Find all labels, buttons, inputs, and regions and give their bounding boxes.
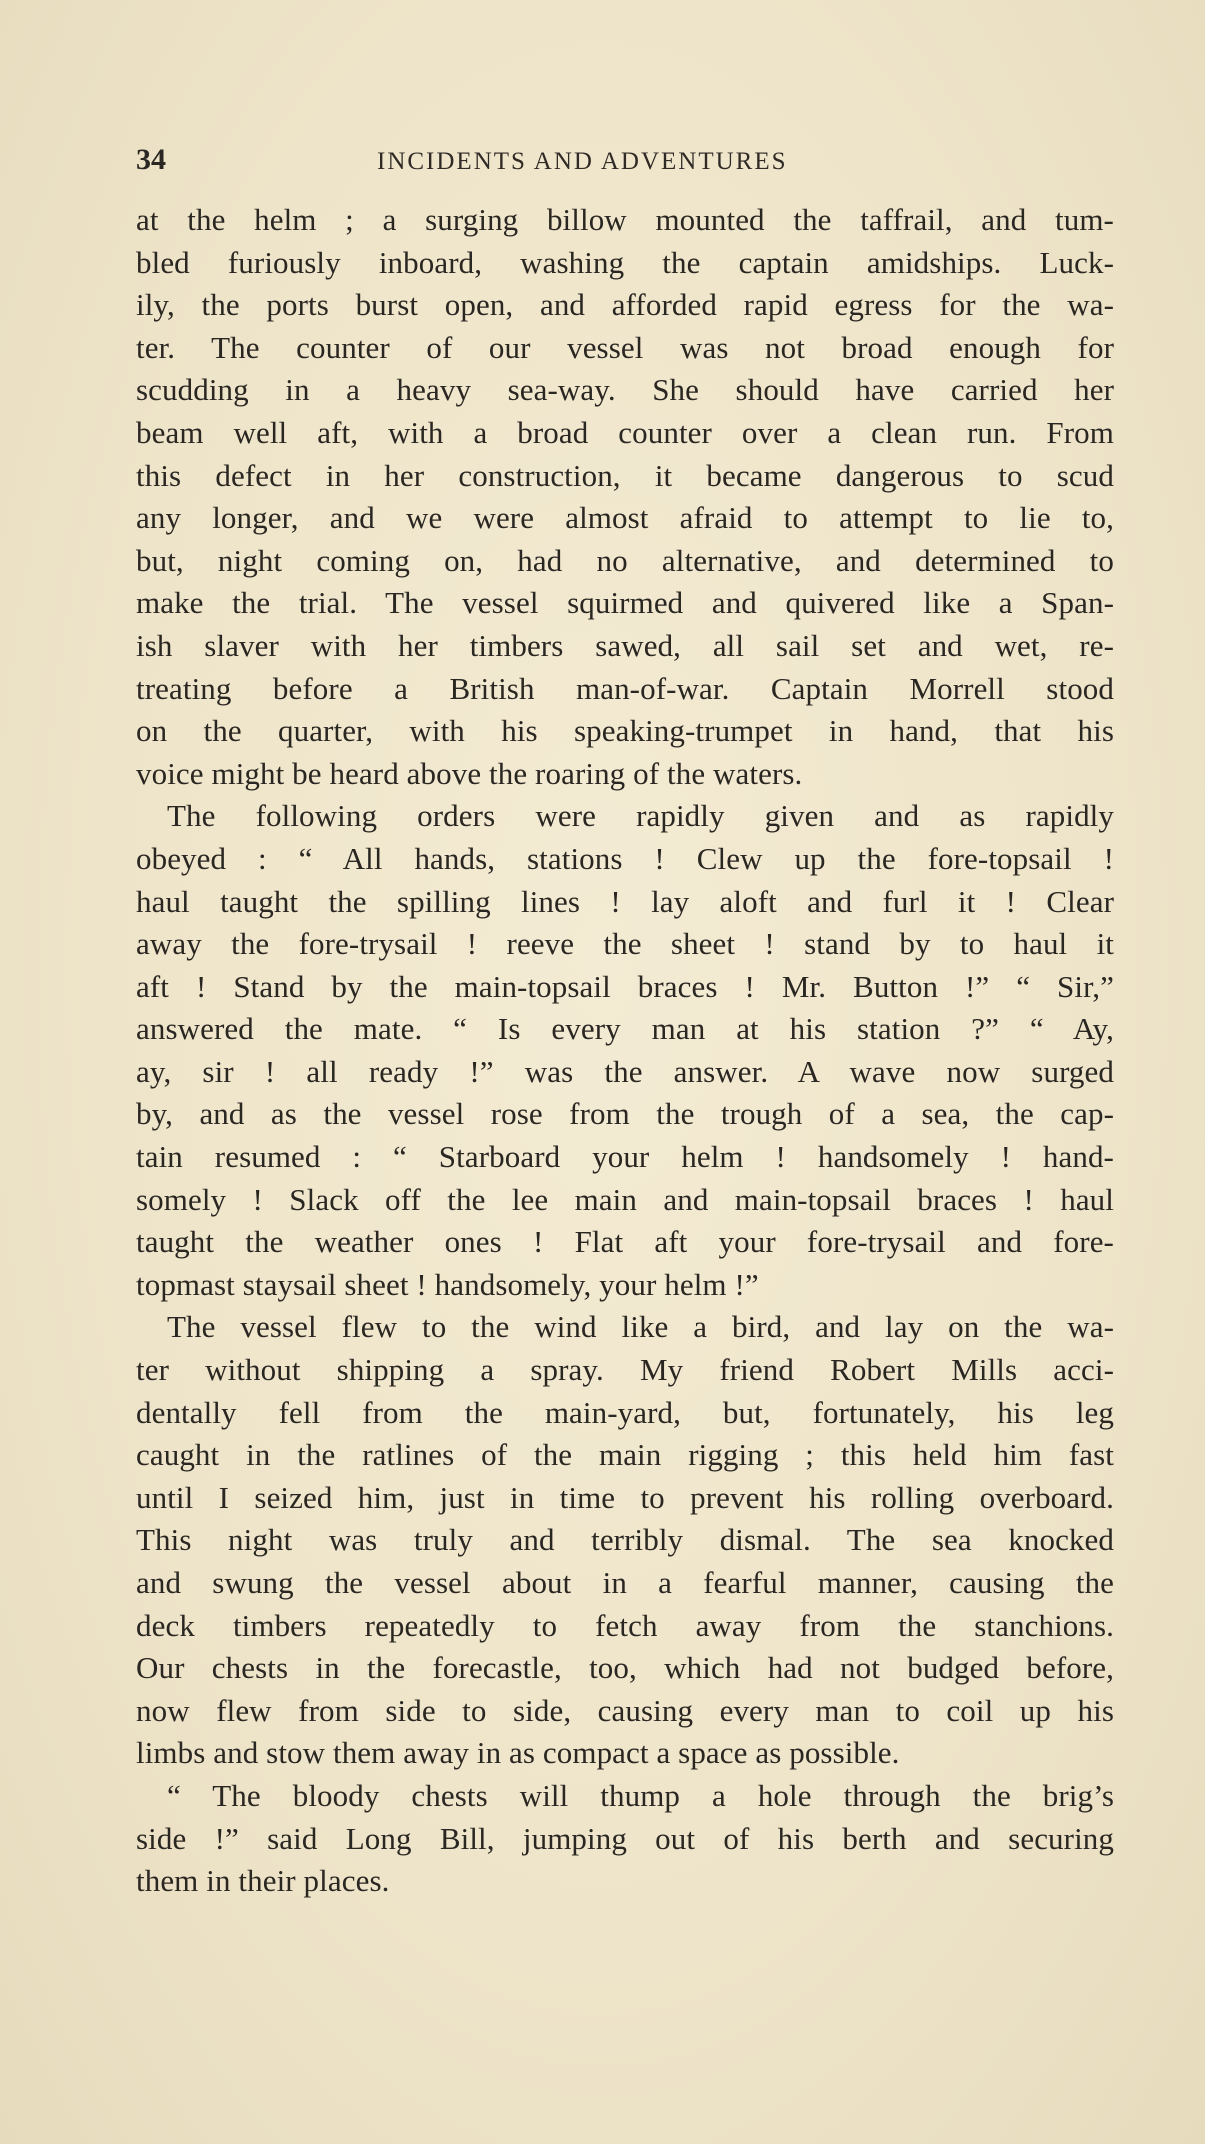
text-line: treating before a British man-of-war. Captain Morrell stood	[136, 670, 1114, 706]
text-line: now flew from side to side, causing every man to coil up his	[136, 1692, 1114, 1728]
text-line: deck timbers repeatedly to fetch away from the stanchions.	[136, 1607, 1114, 1643]
text-line: side !” said Long Bill, jumping out of his berth and securing	[136, 1820, 1114, 1856]
text-line: until I seized him, just in time to prevent his rolling overboard.	[136, 1479, 1114, 1515]
text-line: voice might be heard above the roaring of the waters.	[136, 755, 803, 791]
text-line: haul taught the spilling lines ! lay aloft and furl it ! Clear	[136, 883, 1114, 919]
text-line: by, and as the vessel rose from the trough of a sea, the cap-	[136, 1096, 1114, 1132]
text-line: The vessel flew to the wind like a bird, and lay on the wa-	[167, 1309, 1114, 1345]
text-line: ter without shipping a spray. My friend Robert Mills acci-	[136, 1352, 1114, 1388]
body-text	[136, 199, 1114, 1903]
text-line: taught the weather ones ! Flat aft your fore-trysail and fore-	[136, 1224, 1114, 1260]
text-line: The following orders were rapidly given and as rapidly	[167, 798, 1114, 834]
text-line: ay, sir ! all ready !” was the answer. A wave now surged	[136, 1053, 1114, 1089]
page-number: 34	[136, 143, 166, 176]
text-line: bled furiously inboard, washing the captain amidships. Luck-	[136, 244, 1114, 280]
text-line: ily, the ports burst open, and afforded rapid egress for the wa-	[136, 287, 1114, 323]
text-line: them in their places.	[136, 1863, 390, 1899]
text-line: beam well aft, with a broad counter over a clean run. From	[136, 414, 1114, 450]
text-line: make the trial. The vessel squirmed and quivered like a Span-	[136, 585, 1114, 621]
text-line: somely ! Slack off the lee main and main-topsail braces ! haul	[136, 1181, 1114, 1217]
text-line: “ The bloody chests will thump a hole through the brig’s	[167, 1777, 1114, 1813]
text-line: topmast staysail sheet ! handsomely, your helm !”	[136, 1266, 759, 1302]
page-header	[136, 140, 1046, 180]
text-line: limbs and stow them away in as compact a space as possible.	[136, 1735, 900, 1771]
text-line: tain resumed : “ Starboard your helm ! handsomely ! hand-	[136, 1139, 1114, 1175]
text-line: and swung the vessel about in a fearful manner, causing the	[136, 1565, 1114, 1600]
text-line: This night was truly and terribly dismal. The sea knocked	[136, 1522, 1114, 1558]
text-line: ish slaver with her timbers sawed, all sail set and wet, re-	[136, 627, 1114, 663]
text-line: scudding in a heavy sea-way. She should have carried her	[136, 372, 1114, 408]
running-head: INCIDENTS AND ADVENTURES	[377, 148, 788, 175]
text-line: aft ! Stand by the main-topsail braces ! Mr. Button !” “ Sir,”	[136, 968, 1114, 1004]
text-line: any longer, and we were almost afraid to attempt to lie to,	[136, 500, 1114, 536]
text-line: answered the mate. “ Is every man at his station ?” “ Ay,	[136, 1011, 1114, 1047]
text-line: away the fore-trysail ! reeve the sheet ! stand by to haul it	[136, 926, 1114, 962]
text-line: Our chests in the forecastle, too, which had not budged before,	[136, 1650, 1114, 1686]
text-line: caught in the ratlines of the main rigging ; this held him fast	[136, 1437, 1114, 1473]
text-line: on the quarter, with his speaking-trumpet in hand, that his	[136, 713, 1114, 749]
text-line: dentally fell from the main-yard, but, fortunately, his leg	[136, 1394, 1114, 1430]
text-line: this defect in her construction, it became dangerous to scud	[136, 457, 1114, 493]
text-line: ter. The counter of our vessel was not broad enough for	[136, 329, 1114, 365]
text-line: obeyed : “ All hands, stations ! Clew up the fore-topsail !	[136, 840, 1114, 876]
text-line: at the helm ; a surging billow mounted the taffrail, and tum-	[136, 202, 1114, 237]
text-line: but, night coming on, had no alternative, and determined to	[136, 542, 1114, 578]
